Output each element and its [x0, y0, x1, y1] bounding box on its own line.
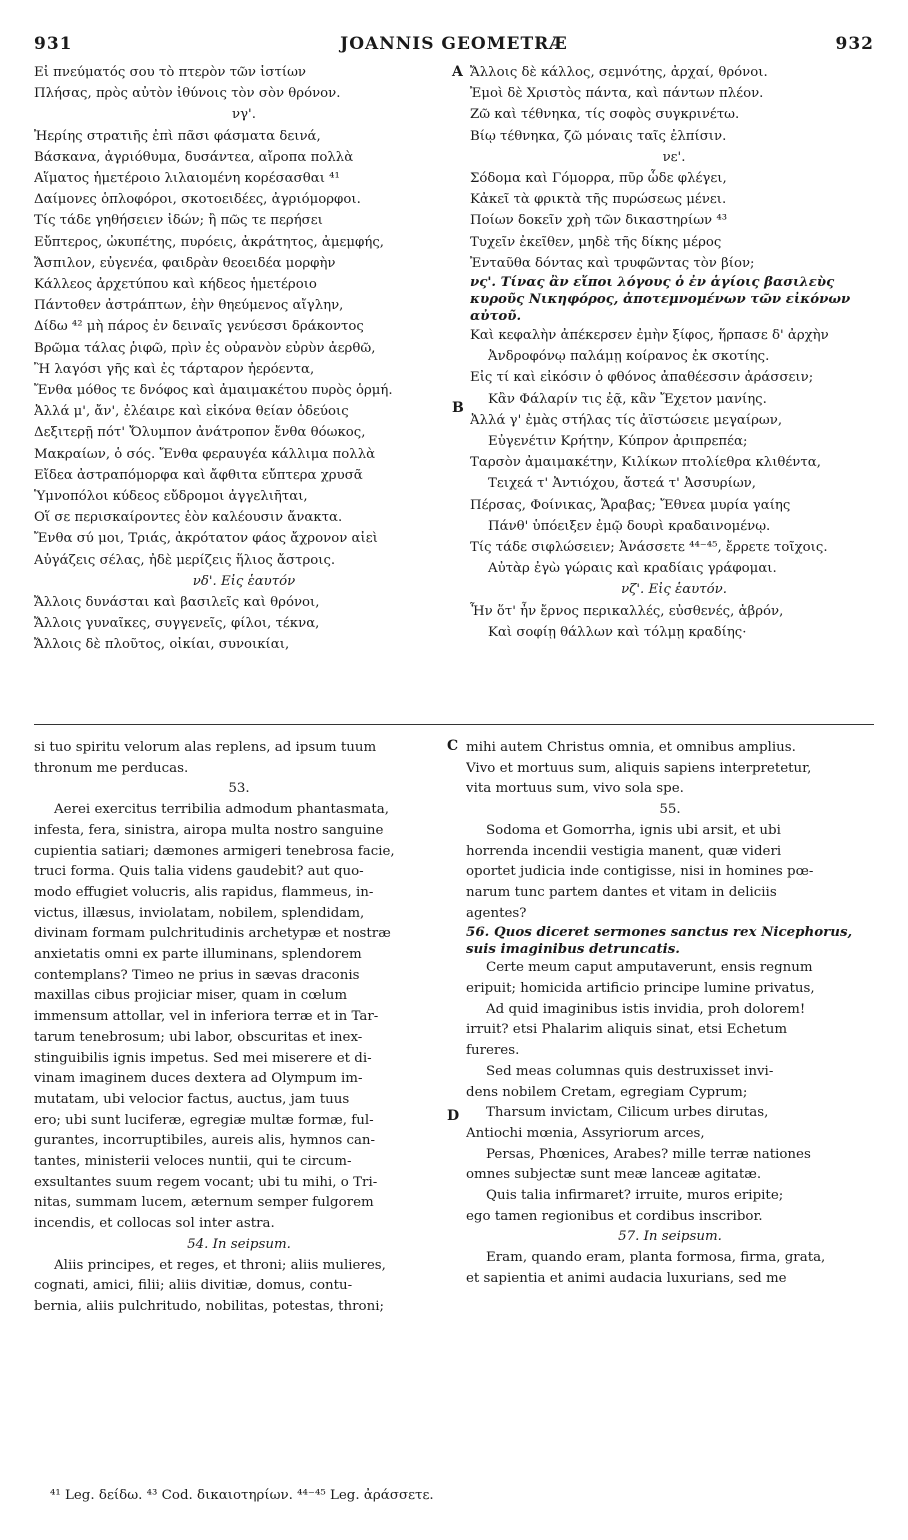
- text-line: narum tunc partem dantes et vitam in deliciis: [466, 884, 777, 900]
- text-line: Πάντοθεν ἀστράπτων, ἑὴν θηεύμενος αἴγλην,: [34, 298, 344, 314]
- text-line: Δαίμονες ὁπλοφόροι, σκοτοειδέες, ἀγριόμορφοι.: [34, 192, 361, 208]
- text-line: omnes subjectæ sunt meæ lanceæ agitatæ.: [466, 1167, 762, 1183]
- footnotes: ⁴¹ Leg. δείδω. ⁴³ Cod. δικαιοτηρίων. ⁴⁴⁻⁴⁵ Leg. ἀράσσετε.: [50, 1488, 434, 1503]
- text-line: exsultantes suum regem vocant; ubi tu mihi, o Tri-: [34, 1174, 378, 1190]
- text-line: Τυχεῖν ἐκεῖθεν, μηδὲ τῆς δίκης μέρος: [470, 234, 722, 250]
- page-number-left: 931: [34, 34, 73, 54]
- text-line: Ἐμοὶ δὲ Χριστὸς πάντα, καὶ πάντων πλέον.: [470, 86, 764, 102]
- text-line: Ἀνδροφόνῳ παλάμῃ κοίρανος ἐκ σκοτίης.: [488, 349, 770, 365]
- running-title: JOANNIS GEOMETRÆ: [340, 34, 568, 54]
- text-line: immensum attollar, vel in inferiora terræ et in Tar-: [34, 1009, 379, 1025]
- text-line: Ζῶ καὶ τέθνηκα, τίς σοφὸς συγκρινέτω.: [470, 107, 740, 123]
- text-line: anxietatis omni ex parte illuminans, splendorem: [34, 947, 362, 963]
- text-line: tantes, ministerii veloces nuntii, qui te circum-: [34, 1154, 352, 1170]
- text-line: Βίῳ τέθνηκα, ζῶ μόναις ταῖς ἐλπίσιν.: [470, 128, 727, 144]
- text-line: Ἔνθα σύ μοι, Τριάς, ἀκρότατον φάος ἄχρονον αἰεὶ: [34, 531, 378, 547]
- text-line: Ἀλλά μ', ἄν', ἐλέαιρε καὶ εἰκόνα θείαν ὁδεύοις: [34, 404, 349, 420]
- text-line: Δεξιτερῇ πότ' Ὄλυμπον ἀνάτροπον ἔνθα θόωκος,: [34, 425, 366, 441]
- text-line: Ἄσπιλον, εὐγενέα, φαιδρὰν θεοειδέα μορφὴν: [34, 255, 336, 271]
- text-line: Μακραίων, ὁ σός. Ἔνθα φεραυγέα κάλλιμα πολλὰ: [34, 446, 376, 462]
- text-line: νζ'. Εἰς ἑαυτόν.: [621, 582, 727, 598]
- text-line: incendis, et collocas sol inter astra.: [34, 1216, 275, 1232]
- text-line: Αἵματος ἡμετέροιο λιλαιομένη κορέσασθαι ⁴¹: [34, 171, 340, 187]
- text-line: Ἄλλοις δὲ κάλλος, σεμνότης, ἀρχαί, θρόνοι.: [470, 65, 768, 80]
- text-line: contemplans? Timeo ne prius in sævas draconis: [34, 967, 360, 983]
- text-line: Κἂν Φάλαρίν τις ἐᾷ, κἂν Ἔχετον μανίης.: [488, 391, 767, 407]
- text-line: 55.: [659, 802, 681, 818]
- text-line: Sed meas columnas quis destruxisset invi-: [486, 1063, 774, 1079]
- text-line: Εἰς τί καὶ εἰκόσιν ὁ φθόνος ἀπαθέεσσιν ἀράσσειν;: [470, 370, 814, 386]
- text-line: 53.: [228, 781, 250, 797]
- text-line: Ἄλλοις γυναῖκες, συγγενεῖς, φίλοι, τέκνα,: [34, 616, 320, 632]
- text-line: cupientia satiari; dæmones armigeri tenebrosa facie,: [34, 843, 395, 859]
- text-line: Ad quid imaginibus istis invidia, proh dolorem!: [486, 1001, 806, 1017]
- text-line: Πέρσας, Φοίνικας, Ἄραβας; Ἔθνεα μυρία γαίης: [470, 497, 791, 513]
- margin-letter-d: D: [447, 1108, 460, 1124]
- text-line: Βρῶμα τάλας ῥιφῶ, πρὶν ἐς οὐρανὸν εὐρὺν ἀερθῶ,: [34, 340, 376, 356]
- text-line: Persas, Phœnices, Arabes? mille terræ nationes: [486, 1146, 811, 1162]
- text-line: truci forma. Quis talia videns gaudebit? aut quo-: [34, 864, 364, 880]
- text-line: 57. In seipsum.: [618, 1229, 722, 1245]
- page-number-right: 932: [835, 34, 874, 54]
- text-line: Ὑμνοπόλοι κύδεος εὔδρομοι ἀγγελιῆται,: [34, 489, 308, 505]
- text-line: Εὐγενέτιν Κρήτην, Κύπρον ἀριπρεπέα;: [488, 434, 748, 450]
- text-line: Δίδω ⁴² μὴ πάρος ἐν δειναῖς γενύεσσι δράκοντος: [34, 319, 364, 335]
- text-line: Τίς τάδε γηθήσειεν ἰδών; ἢ πῶς τε περήσει: [34, 213, 323, 229]
- text-line: Αὐγάζεις σέλας, ἠδὲ μερίζεις ἥλιος ἄστροις.: [34, 552, 336, 568]
- text-line: Κἀκεῖ τὰ φρικτὰ τῆς πυρώσεως μένει.: [470, 192, 727, 208]
- text-line: νγ'.: [232, 107, 256, 123]
- text-line: 56. Quos diceret sermones sanctus rex Nicephorus, suis imaginibus detruncatis.: [466, 924, 853, 958]
- text-line: Αὐτὰρ ἐγὼ γώραις καὶ κραδίαις γράφομαι.: [488, 561, 777, 577]
- text-line: Ἠερίης στρατιῆς ἐπὶ πᾶσι φάσματα δεινά,: [34, 128, 321, 144]
- text-line: nitas, summam lucem, æternum semper fulgorem: [34, 1195, 374, 1211]
- text-line: Sodoma et Gomorrha, ignis ubi arsit, et ubi: [486, 822, 781, 838]
- text-line: Πάνθ' ὑπόειξεν ἐμῷ δουρὶ κραδαινομένῳ.: [488, 518, 771, 534]
- text-line: Vivo et mortuus sum, aliquis sapiens interpretetur,: [466, 760, 812, 776]
- text-line: stinguibilis ignis impetus. Sed mei miserere et di-: [34, 1050, 372, 1066]
- text-line: Σόδομα καὶ Γόμορρα, πῦρ ὧδε φλέγει,: [470, 171, 727, 187]
- text-line: νε'.: [662, 149, 686, 165]
- text-line: oportet judicia inde contigisse, nisi in homines pœ-: [466, 864, 814, 880]
- text-line: 54. In seipsum.: [187, 1236, 291, 1252]
- text-line: Καὶ κεφαλὴν ἀπέκερσεν ἐμὴν ξίφος, ἥρπασε δ' ἀρχὴν: [470, 328, 829, 344]
- text-line: Εὔπτερος, ὠκυπέτης, πυρόεις, ἀκράτητος, ἀμεμφής,: [34, 234, 385, 250]
- text-line: vita mortuus sum, vivo sola spe.: [466, 781, 684, 797]
- text-line: Ἐνταῦθα δόντας καὶ τρυφῶντας τὸν βίον;: [470, 255, 755, 271]
- text-line: Πλήσας, πρὸς αὐτὸν ἰθύνοις τὸν σὸν θρόνον.: [34, 86, 341, 102]
- text-line: mutatam, ubi velocior factus, auctus, jam tuus: [34, 1091, 350, 1107]
- text-line: vinam imaginem duces dextera ad Olympum im-: [34, 1071, 363, 1087]
- margin-letter-b: B: [452, 400, 464, 416]
- text-line: victus, illæsus, inviolatam, nobilem, splendidam,: [34, 905, 365, 921]
- text-line: thronum me perducas.: [34, 760, 189, 776]
- text-line: maxillas cibus projiciar miser, quam in cœlum: [34, 988, 348, 1004]
- greek-text-left-column: [34, 62, 454, 656]
- text-line: Κάλλεος ἀρχετύπου καὶ κήδεος ἡμετέροιο: [34, 277, 317, 293]
- text-line: eripuit; homicida artificio principe lumine privatus,: [466, 981, 815, 997]
- text-line: ero; ubi sunt luciferæ, egregiæ multæ formæ, ful-: [34, 1112, 374, 1128]
- text-line: fureres.: [466, 1043, 520, 1059]
- text-line: modo effugiet volucris, alis rapidus, flammeus, in-: [34, 884, 374, 900]
- text-line: mihi autem Christus omnia, et omnibus amplius.: [466, 740, 796, 755]
- text-line: tarum tenebrosum; ubi labor, obscuritas et inex-: [34, 1029, 363, 1045]
- margin-letter-c: C: [447, 738, 459, 754]
- text-line: Aliis principes, et reges, et throni; aliis mulieres,: [54, 1257, 386, 1273]
- text-line: agentes?: [466, 905, 527, 921]
- text-line: Ἄλλοις δυνάσται καὶ βασιλεῖς καὶ θρόνοι,: [34, 595, 320, 611]
- text-line: bernia, aliis pulchritudo, nobilitas, potestas, throni;: [34, 1298, 385, 1314]
- text-line: irruit? etsi Phalarim aliquis sinat, etsi Echetum: [466, 1022, 788, 1038]
- text-line: horrenda incendii vestigia manent, quæ videri: [466, 843, 782, 859]
- text-line: si tuo spiritu velorum alas replens, ad ipsum tuum: [34, 740, 377, 755]
- running-header: [34, 34, 874, 60]
- text-line: Ποίων δοκεῖν χρὴ τῶν δικαστηρίων ⁴³: [470, 213, 728, 229]
- column-divider-rule: [34, 724, 874, 725]
- text-line: νς'. Τίνας ἂν εἴποι λόγους ὁ ἐν ἁγίοις βασιλεὺς κυροῦς Νικηφόρος, ἀποτεμνομένων τῶν εἰκόνων αὐτοῦ.: [470, 275, 851, 325]
- latin-translation-right-column: [466, 738, 874, 1290]
- text-line: Quis talia infirmaret? irruite, muros eripite;: [486, 1188, 784, 1204]
- text-line: Ἔνθα μόθος τε δνόφος καὶ ἀμαιμακέτου πυρὸς ὁρμή.: [34, 383, 393, 399]
- greek-text-right-column: [470, 62, 878, 643]
- margin-letter-a: A: [452, 64, 463, 80]
- text-line: dens nobilem Cretam, egregiam Cyprum;: [466, 1084, 748, 1100]
- text-line: Οἵ σε περισκαίροντες ἑὸν καλέουσιν ἄνακτα.: [34, 510, 343, 526]
- text-line: Eram, quando eram, planta formosa, firma, grata,: [486, 1250, 826, 1266]
- text-line: Ἦν ὅτ' ἦν ἔρνος περικαλλές, εὐσθενές, ἁβρόν,: [470, 603, 784, 619]
- text-line: Τειχεά τ' Ἀντιόχου, ἄστεά τ' Ἀσσυρίων,: [488, 476, 756, 492]
- text-line: Ταρσὸν ἀμαιμακέτην, Κιλίκων πτολίεθρα κλιθέντα,: [470, 455, 821, 471]
- text-line: Τίς τάδε σιφλώσειεν; Ἀνάσσετε ⁴⁴⁻⁴⁵, ἔρρετε τοῖχοις.: [470, 540, 828, 556]
- text-line: gurantes, incorruptibiles, aureis alis, hymnos can-: [34, 1133, 376, 1149]
- text-line: Εἰ πνεύματός σου τὸ πτερὸν τῶν ἱστίων: [34, 65, 306, 80]
- text-line: infesta, fera, sinistra, airopa multa nostro sanguine: [34, 822, 384, 838]
- text-line: Βάσκανα, ἀγριόθυμα, δυσάντεα, αἴροπα πολλὰ: [34, 149, 354, 165]
- text-line: Ἀλλά γ' ἐμὰς στήλας τίς ἀϊστώσειε μεγαίρων,: [470, 412, 783, 428]
- text-line: Antiochi mœnia, Assyriorum arces,: [466, 1125, 705, 1141]
- text-line: Ἄλλοις δὲ πλοῦτος, οἰκίαι, συνοικίαι,: [34, 637, 290, 653]
- text-line: Καὶ σοφίῃ θάλλων καὶ τόλμῃ κραδίης·: [488, 624, 747, 640]
- text-line: Tharsum invictam, Cilicum urbes dirutas,: [486, 1105, 769, 1121]
- text-line: Εἴδεα ἀστραπόμορφα καὶ ἄφθιτα εὔπτερα χρυσᾶ: [34, 467, 363, 483]
- text-line: Ἢ λαγόσι γῆς καὶ ἐς τάρταρον ἠερόεντα,: [34, 361, 315, 377]
- text-line: cognati, amici, filii; aliis divitiæ, domus, contu-: [34, 1278, 353, 1294]
- text-line: νδ'. Εἰς ἑαυτόν: [192, 573, 296, 589]
- text-line: Certe meum caput amputaverunt, ensis regnum: [486, 960, 813, 976]
- text-line: divinam formam pulchritudinis archetypæ et nostræ: [34, 926, 391, 942]
- text-line: ego tamen regionibus et cordibus inscribor.: [466, 1208, 763, 1224]
- text-line: Aerei exercitus terribilia admodum phantasmata,: [54, 802, 390, 818]
- latin-translation-left-column: [34, 738, 444, 1318]
- text-line: et sapientia et animi audacia luxurians, sed me: [466, 1270, 787, 1286]
